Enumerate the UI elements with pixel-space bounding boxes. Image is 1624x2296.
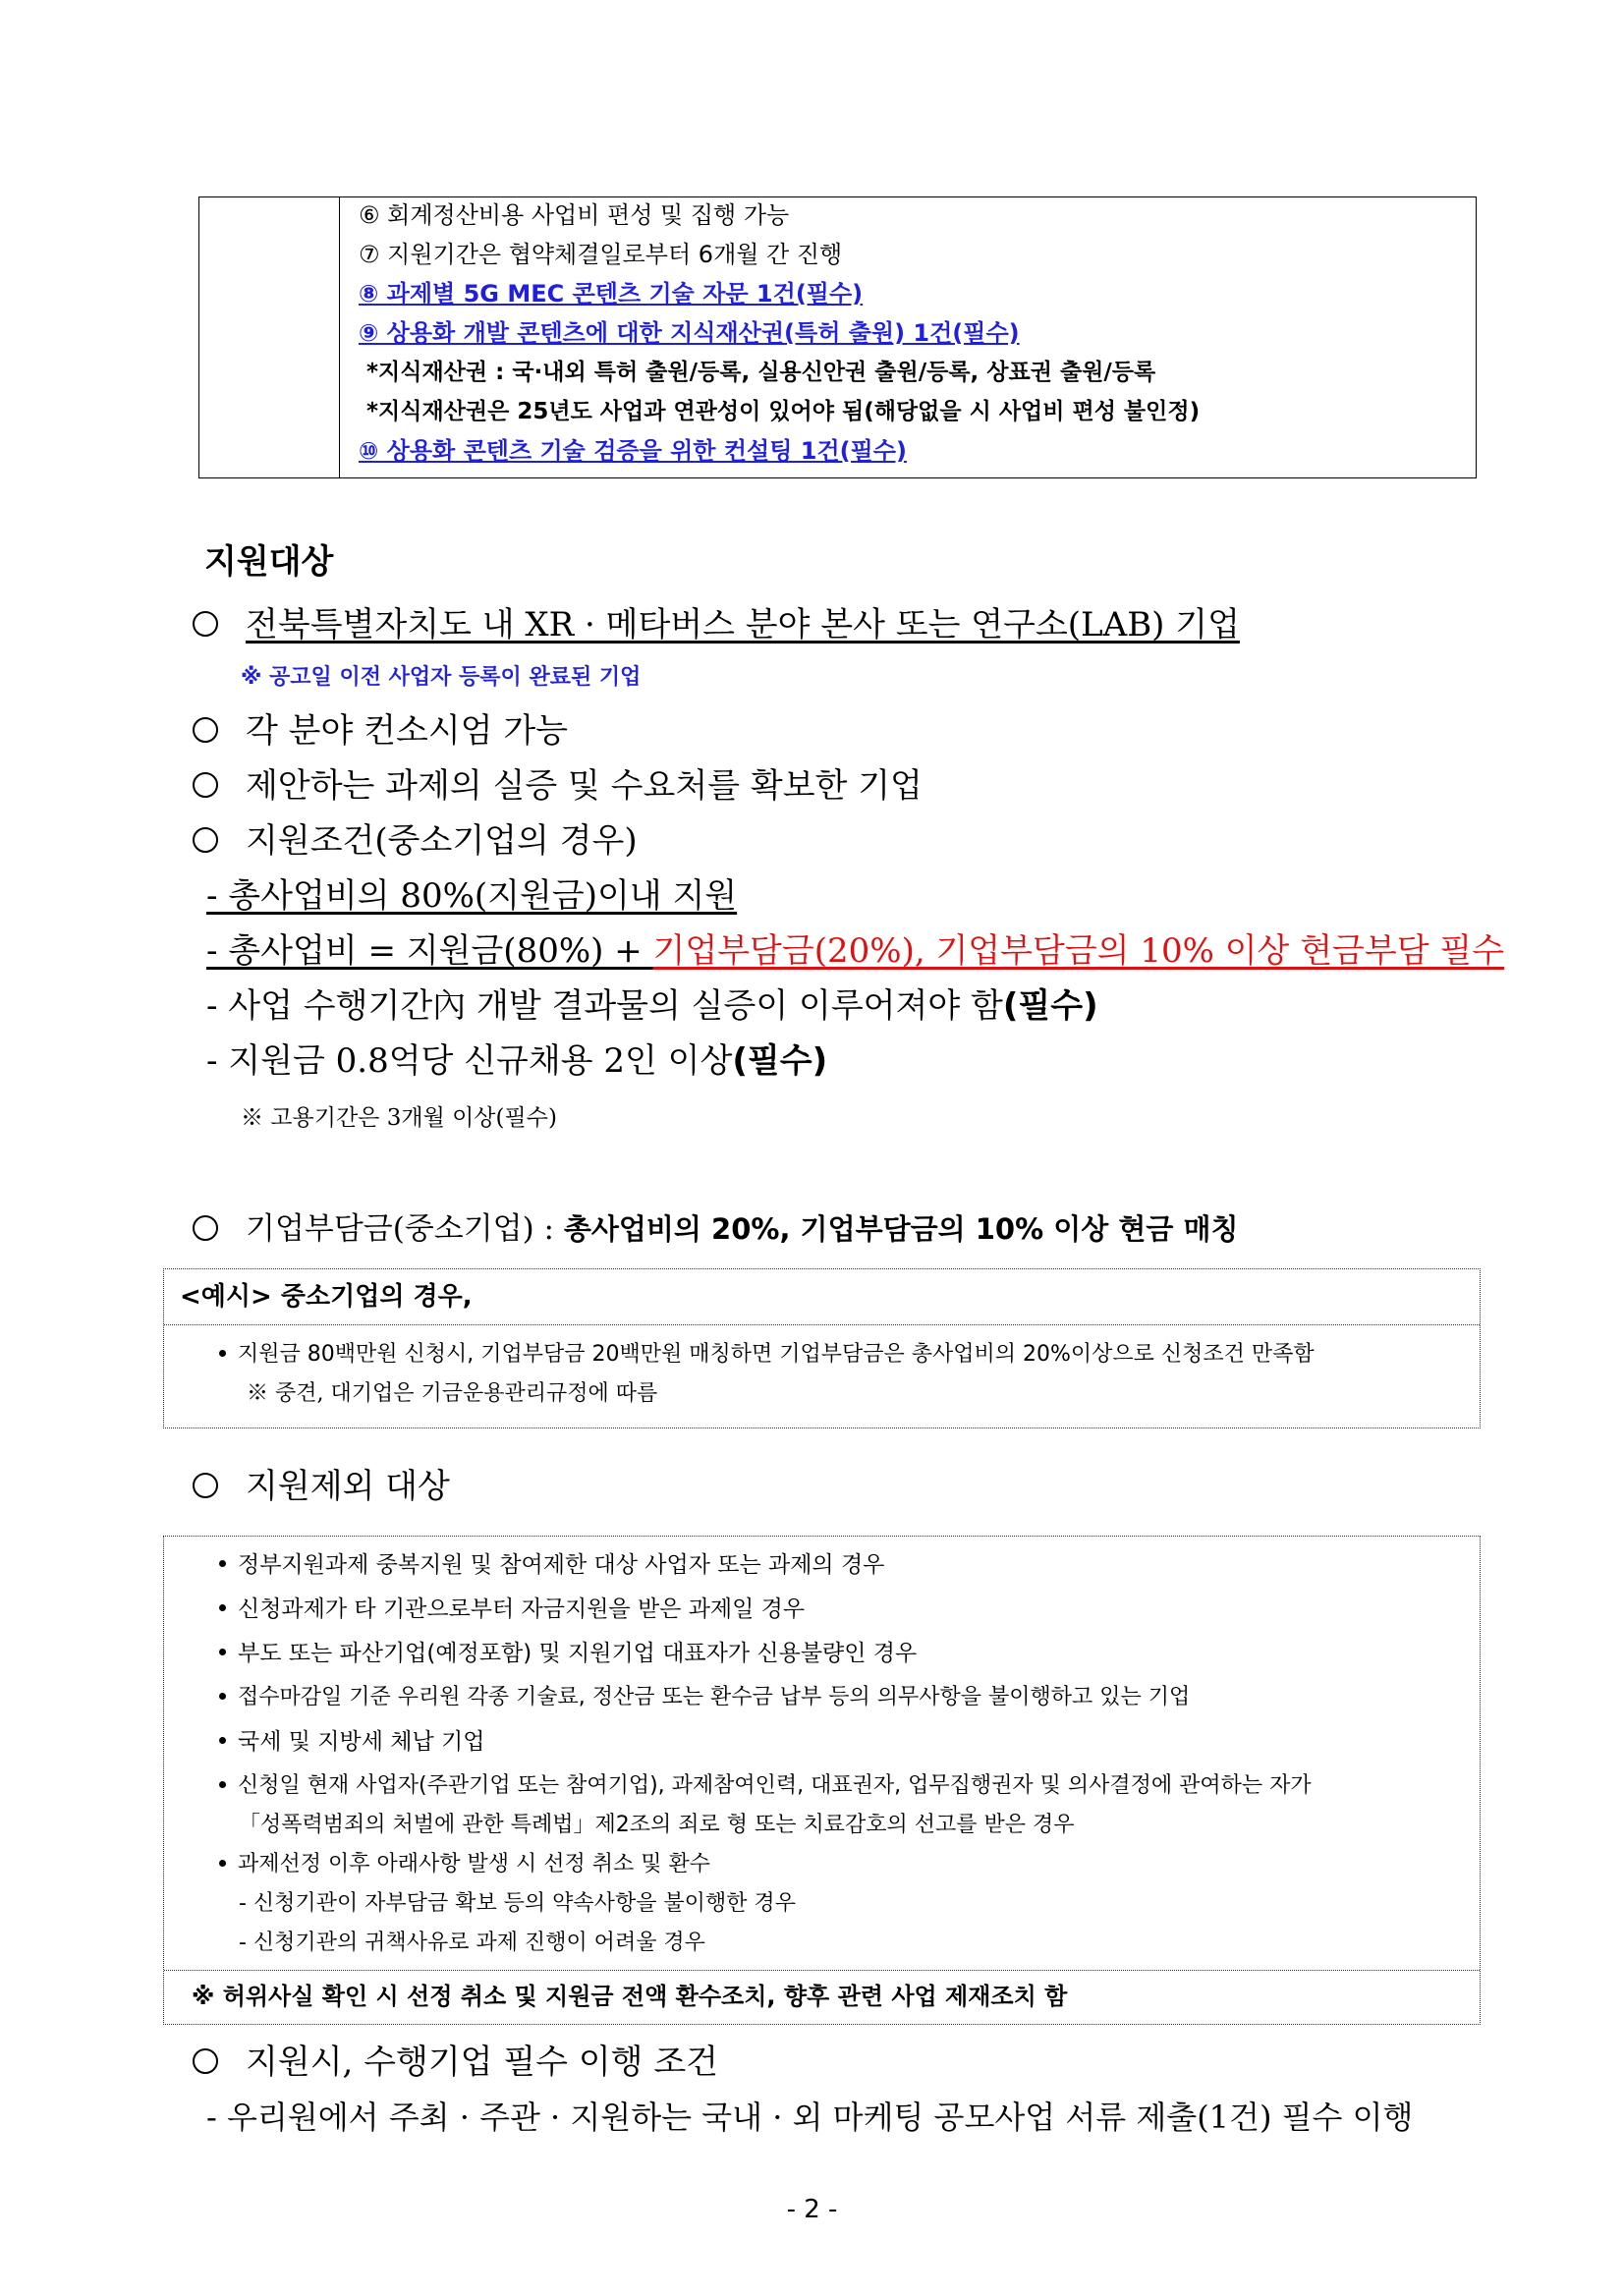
exclusion-bullet (219, 1639, 917, 1668)
exclusion-divider (164, 1970, 1480, 1971)
table-row: ⑧ 과제별 5G MEC 콘텐츠 기술 자문 1건(필수) (359, 280, 864, 308)
table-row: *지식재산권 : 국·내외 특허 출원/등록, 실용신안권 출원/등록, 상표권 출원/등록 (366, 360, 1156, 385)
circle-bullet-icon (193, 1473, 218, 1498)
exclusion-bullet (219, 1850, 710, 1879)
target-item-text: 전북특별자치도 내 XR · 메타버스 분야 본사 또는 연구소(LAB) 기업 (246, 605, 1240, 644)
bullet-dot-icon (219, 1649, 226, 1655)
target-item-text: 지원조건(중소기업의 경우) (246, 821, 638, 861)
burden-line (193, 1208, 1239, 1250)
condition-sub (206, 984, 1098, 1028)
condition-sub (206, 1039, 827, 1083)
bullet-dot-icon (219, 1604, 226, 1611)
bullet-dot-icon (219, 1560, 226, 1567)
condition-sub-bold: (필수) (1002, 986, 1098, 1026)
table-row: ⑥ 회계정산비용 사업비 편성 및 집행 가능 (359, 201, 790, 229)
bullet-dot-icon (219, 1860, 226, 1867)
example-header: <예시> 중소기업의 경우, (180, 1282, 473, 1312)
target-item-text: 제안하는 과제의 실증 및 수요처를 확보한 기업 (246, 766, 923, 806)
burden-value: 총사업비의 20%, 기업부담금의 10% 이상 현금 매칭 (563, 1212, 1239, 1246)
bullet-dot-icon (219, 1693, 226, 1700)
condition-sub-text: - 총사업비 = 지원금(80%) + (206, 931, 653, 971)
exclusion-bullet (219, 1683, 1190, 1712)
condition-sub (206, 929, 1504, 973)
condition-sub-text: - 총사업비의 80%(지원금)이내 지원 (206, 876, 738, 916)
page-number: - 2 - (786, 2195, 838, 2224)
exclusion-box (163, 1536, 1481, 2025)
target-item-text: 각 분야 컨소시엄 가능 (246, 711, 569, 751)
mandatory-title (193, 2041, 718, 2084)
exclusion-sub-item: - 신청기관의 귀책사유로 과제 진행이 어려울 경우 (239, 1931, 705, 1955)
exclusion-bullet (219, 1727, 484, 1757)
circle-bullet-icon (193, 1215, 218, 1241)
table-row: ⑩ 상용화 콘텐츠 기술 검증을 위한 컨설팅 1건(필수) (359, 437, 907, 465)
condition-sub (206, 874, 737, 918)
circle-bullet-icon (193, 717, 218, 743)
table-column-divider (339, 197, 340, 477)
conditions-table (198, 196, 1477, 478)
circle-bullet-icon (193, 827, 218, 853)
target-note: ※ 공고일 이전 사업자 등록이 완료된 기업 (241, 665, 642, 690)
burden-label: 기업부담금(중소기업) : (246, 1211, 564, 1247)
example-bullet-text: 지원금 80백만원 신청시, 기업부담금 20백만원 매칭하면 기업부담금은 총사업비의 20%이상으로 신청조건 만족함 (238, 1342, 1315, 1367)
bullet-dot-icon (219, 1781, 226, 1788)
circle-bullet-icon (193, 2048, 218, 2074)
exclusion-bullet-text: 과제선정 이후 아래사항 발생 시 선정 취소 및 환수 (238, 1852, 710, 1876)
condition-sub-text: - 사업 수행기간內 개발 결과물의 실증이 이루어져야 함 (206, 986, 1003, 1026)
exclusion-bullet-continuation: 「성폭력범죄의 처벌에 관한 특례법」제2조의 죄로 형 또는 치료감호의 선고를 받은 경우 (239, 1813, 1075, 1837)
exclusion-bullet-text: 정부지원과제 중복지원 및 참여제한 대상 사업자 또는 과제의 경우 (238, 1552, 885, 1578)
exclusion-bullet-text: 접수마감일 기준 우리원 각종 기술료, 정산금 또는 환수금 납부 등의 의무사항을 불이행하고 있는 기업 (238, 1685, 1191, 1709)
exclusion-bullet (219, 1595, 805, 1624)
circle-bullet-icon (193, 772, 218, 798)
mandatory-sub: - 우리원에서 주최 · 주관 · 지원하는 국내 · 외 마케팅 공모사업 서류 제출(1건) 필수 이행 (206, 2099, 1414, 2136)
target-item (193, 764, 923, 808)
table-row: ⑦ 지원기간은 협약체결일로부터 6개월 간 진행 (359, 241, 843, 268)
exclusion-warning: ※ 허위사실 확인 시 선정 취소 및 지원금 전액 환수조치, 향후 관련 사업 제재조치 함 (192, 1983, 1068, 2010)
exclusion-title (193, 1465, 450, 1508)
employment-note: ※ 고용기간은 3개월 이상(필수) (241, 1105, 557, 1131)
condition-sub-text: - 지원금 0.8억당 신규채용 2인 이상 (206, 1041, 733, 1081)
example-divider (164, 1324, 1480, 1325)
exclusion-sub-item: - 신청기관이 자부담금 확보 등의 약속사항을 불이행한 경우 (239, 1891, 796, 1916)
section-title: 지원대상 (204, 542, 334, 582)
condition-sub-highlight: 기업부담금(20%), 기업부담금의 10% 이상 현금부담 필수 (652, 931, 1505, 971)
exclusion-bullet-text: 부도 또는 파산기업(예정포함) 및 지원기업 대표자가 신용불량인 경우 (238, 1641, 918, 1666)
exclusion-bullet-text: 국세 및 지방세 체납 기업 (238, 1729, 485, 1755)
example-note: ※ 중견, 대기업은 기금운용관리규정에 따름 (247, 1381, 658, 1406)
bullet-dot-icon (219, 1737, 226, 1744)
exclusion-bullet-text: 신청과제가 타 기관으로부터 자금지원을 받은 과제일 경우 (238, 1596, 806, 1622)
bullet-dot-icon (219, 1350, 226, 1357)
exclusion-bullet (219, 1550, 884, 1580)
example-bullet (219, 1340, 1315, 1370)
example-box (163, 1268, 1481, 1428)
exclusion-bullet (219, 1771, 1312, 1801)
exclusion-bullet-text: 신청일 현재 사업자(주관기업 또는 참여기업), 과제참여인력, 대표권자, 업무집행권자 및 의사결정에 관여하는 자가 (238, 1773, 1312, 1798)
exclusion-title-text: 지원제외 대상 (246, 1467, 450, 1506)
target-item (193, 603, 1240, 646)
table-row: *지식재산권은 25년도 사업과 연관성이 있어야 됨(해당없을 시 사업비 편성 불인정) (366, 399, 1201, 424)
target-item (193, 819, 638, 863)
condition-sub-bold: (필수) (732, 1041, 828, 1081)
circle-bullet-icon (193, 611, 218, 637)
mandatory-title-text: 지원시, 수행기업 필수 이행 조건 (246, 2043, 719, 2082)
table-row: ⑨ 상용화 개발 콘텐츠에 대한 지식재산권(특허 출원) 1건(필수) (359, 319, 1020, 347)
target-item (193, 709, 568, 753)
